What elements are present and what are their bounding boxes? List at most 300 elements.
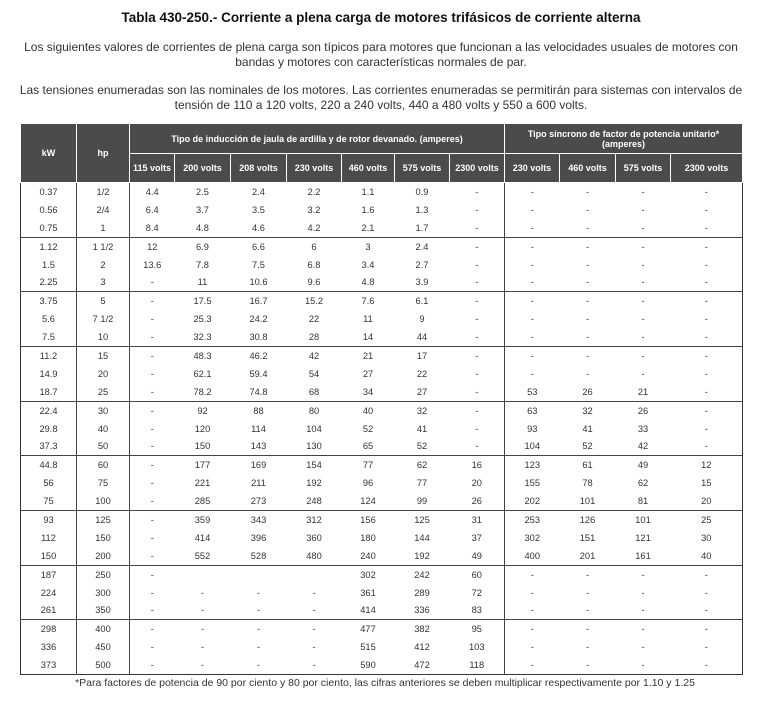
table-cell: - (130, 620, 175, 638)
header-induction-115v: 115 volts (130, 154, 175, 183)
table-cell: 154 (287, 456, 342, 474)
table-cell: 1.5 (42, 259, 55, 270)
table-cell: - (130, 273, 175, 291)
table-row (21, 565, 743, 583)
table-cell: 350 (77, 601, 130, 619)
table-cell: - (130, 656, 175, 674)
table-cell: 7 1/2 (77, 310, 130, 328)
header-sync-2300v: 2300 volts (671, 154, 743, 183)
table-cell: 221 (194, 478, 211, 489)
table-row (21, 401, 743, 419)
table-cell: 343 (231, 511, 287, 529)
table-cell: - (475, 259, 479, 270)
table-cell: 48.3 (175, 347, 231, 365)
table-cell: 52 (362, 423, 374, 434)
header-induction-460v: 460 volts (342, 154, 395, 183)
table-cell: 480 (306, 550, 322, 561)
table-cell: 60 (450, 565, 505, 583)
table-cell: 4.8 (361, 277, 375, 288)
table-cell: 15 (77, 347, 130, 365)
header-synchronous-group: Tipo síncrono de factor de potencia unitario* (amperes) (505, 124, 743, 154)
table-row (21, 347, 743, 365)
table-cell: 11.2 (21, 347, 77, 365)
table-cell: - (505, 328, 560, 346)
table-cell: - (200, 587, 205, 598)
table-cell: 412 (414, 642, 430, 653)
table-cell: 3.5 (252, 204, 265, 215)
header-sync-230v: 230 volts (505, 154, 560, 183)
table-cell: 2.4 (252, 186, 265, 197)
table-cell: 93 (505, 420, 560, 438)
table-cell: 3.2 (307, 204, 321, 215)
table-cell: 62 (637, 478, 649, 489)
table-cell: 104 (306, 423, 322, 434)
table-cell: - (704, 605, 708, 616)
table-cell: 169 (231, 456, 287, 474)
table-cell: 472 (414, 660, 430, 671)
table-cell: 32.3 (193, 332, 212, 343)
table-cell: 30.8 (249, 332, 268, 343)
table-cell: - (200, 660, 205, 671)
table-cell: - (704, 386, 708, 397)
table-cell: 96 (362, 478, 374, 489)
table-cell: 34 (362, 386, 374, 397)
table-cell (287, 565, 342, 583)
table-cell: - (130, 437, 175, 455)
table-cell: - (704, 587, 708, 598)
table-cell: 1.7 (415, 222, 429, 233)
table-cell: 30 (77, 401, 130, 419)
table-cell: 37 (471, 532, 482, 543)
table-cell: 1.6 (361, 204, 375, 215)
table-row (21, 656, 743, 674)
table-cell: - (505, 638, 560, 656)
table-cell: - (130, 310, 175, 328)
table-cell: 26 (582, 386, 593, 397)
table-cell: 16 (450, 456, 505, 474)
table-cell: - (585, 204, 590, 215)
table-cell: 400 (77, 620, 130, 638)
table-cell: - (450, 237, 505, 255)
table-cell: - (505, 620, 560, 638)
table-cell: 68 (308, 386, 320, 397)
table-row (21, 601, 743, 619)
table-row (21, 492, 743, 510)
table-cell: 6 (287, 237, 342, 255)
table-cell: - (560, 347, 616, 365)
table-cell: 25.3 (193, 314, 212, 325)
table-cell: - (130, 529, 175, 547)
table-cell: 590 (360, 660, 376, 671)
table-cell: 0.75 (39, 222, 58, 233)
table-cell: 29.8 (39, 423, 58, 434)
table-cell: 78 (582, 478, 593, 489)
table-cell: - (505, 237, 560, 255)
table-cell: 373 (40, 660, 57, 671)
table-cell: - (616, 347, 671, 365)
table-cell: 289 (414, 587, 430, 598)
table-cell: - (704, 642, 708, 653)
table-cell: 261 (40, 605, 57, 616)
table-cell: - (641, 204, 645, 215)
table-cell: - (130, 584, 175, 602)
table-cell: 126 (560, 511, 616, 529)
header-induction-575v: 575 volts (395, 154, 450, 183)
table-cell: 33 (637, 423, 649, 434)
table-cell: 118 (469, 660, 485, 671)
table-cell: - (671, 401, 743, 419)
table-cell: - (505, 365, 560, 383)
table-cell: - (130, 511, 175, 529)
table-cell: 2.7 (415, 259, 429, 270)
table-cell: 88 (231, 401, 287, 419)
table-cell: 3.4 (361, 259, 375, 270)
table-cell: 81 (637, 496, 649, 507)
table-cell: 95 (450, 620, 505, 638)
table-cell: 99 (416, 496, 428, 507)
table-cell: 125 (77, 511, 130, 529)
table-cell: 53 (505, 383, 560, 401)
table-cell: 1/2 (77, 183, 130, 201)
table-cell: 4.2 (307, 222, 321, 233)
table-cell: 414 (360, 605, 376, 616)
table-cell: - (585, 642, 590, 653)
table-cell: 62.1 (193, 368, 212, 379)
table-cell: 359 (175, 511, 231, 529)
table-cell: - (200, 605, 205, 616)
table-cell: - (505, 183, 560, 201)
table-cell: 450 (77, 638, 130, 656)
table-cell: 74.8 (249, 386, 268, 397)
table-cell: 78.2 (193, 386, 212, 397)
table-row (21, 328, 743, 346)
table-cell: 151 (579, 532, 596, 543)
table-cell: 10 (77, 328, 130, 346)
table-cell: 103 (468, 642, 485, 653)
table-cell: - (475, 332, 479, 343)
table-cell: 515 (360, 642, 376, 653)
table-cell: 4.4 (130, 183, 175, 201)
table-cell: 3 (77, 273, 130, 291)
table-cell: 3.9 (415, 277, 429, 288)
table-cell: 187 (21, 565, 77, 583)
table-row (21, 420, 743, 438)
motor-current-table (20, 123, 743, 675)
table-row (21, 256, 743, 274)
table-cell: 6.4 (130, 201, 175, 219)
table-cell: 150 (194, 441, 211, 452)
table-cell: 92 (175, 401, 231, 419)
table-cell: - (475, 204, 479, 215)
table-cell: - (475, 314, 479, 325)
intro-paragraph-voltages: Las tensiones enumeradas son las nominales de los motores. Las corrientes enumeradas se permitirán para sistemas con intervalos de tensión de 110 a 120 volts, 220 a 240 volts, 440 a 480 volts y 550 a 600 volts. (19, 83, 743, 112)
table-cell: - (475, 423, 479, 434)
table-cell: 2.4 (395, 237, 450, 255)
table-cell: 6.9 (175, 237, 231, 255)
table-cell: - (130, 638, 175, 656)
table-row (21, 474, 743, 492)
table-cell: 63 (505, 401, 560, 419)
table-cell: 44 (416, 332, 428, 343)
table-cell: - (475, 441, 479, 452)
table-cell: - (256, 660, 261, 671)
table-cell: 62 (395, 456, 450, 474)
table-cell (231, 565, 287, 583)
table-cell: - (505, 201, 560, 219)
table-cell: 2 (77, 256, 130, 274)
table-cell: - (585, 660, 590, 671)
table-cell: - (256, 642, 261, 653)
table-cell: 15.2 (287, 292, 342, 310)
table-cell: 211 (251, 478, 266, 489)
table-cell: - (641, 587, 645, 598)
table-cell: 10.6 (249, 277, 268, 288)
table-cell: 14.9 (39, 368, 58, 379)
table-cell: - (256, 587, 261, 598)
table-cell: - (130, 347, 175, 365)
table-cell: 2.1 (361, 222, 375, 233)
table-cell: - (585, 332, 590, 343)
table-cell: 2/4 (77, 201, 130, 219)
table-cell: 273 (250, 496, 267, 507)
table-cell: 26 (471, 496, 482, 507)
table-cell: 104 (505, 437, 560, 455)
table-cell: - (671, 347, 743, 365)
table-cell: 46.2 (231, 347, 287, 365)
table-cell: 22 (308, 314, 320, 325)
header-sync-460v: 460 volts (560, 154, 616, 183)
table-cell: - (585, 605, 590, 616)
table-cell: - (312, 642, 316, 653)
table-cell: 382 (395, 620, 450, 638)
table-cell: - (641, 642, 645, 653)
table-cell: 302 (342, 565, 395, 583)
table-cell: - (641, 222, 645, 233)
table-cell: - (585, 222, 590, 233)
table-cell: 100 (77, 492, 130, 510)
table-cell: 21 (637, 386, 649, 397)
table-cell: 124 (360, 496, 376, 507)
table-row (21, 511, 743, 529)
table-cell: 144 (414, 532, 430, 543)
table-cell: - (641, 605, 645, 616)
table-cell: 7.8 (196, 259, 209, 270)
table-cell: - (130, 420, 175, 438)
table-cell: 336 (40, 642, 57, 653)
table-cell: 1 (77, 219, 130, 237)
table-row (21, 383, 743, 401)
table-cell: 143 (250, 441, 267, 452)
table-cell: - (704, 332, 708, 343)
table-cell: 130 (306, 441, 322, 452)
table-cell: 5 (77, 292, 130, 310)
table-row (21, 273, 743, 291)
table-row (21, 292, 743, 310)
table-cell: - (505, 273, 560, 291)
table-cell: 285 (194, 496, 211, 507)
table-cell: - (475, 368, 479, 379)
table-cell: 298 (21, 620, 77, 638)
table-cell: - (616, 237, 671, 255)
table-cell: 27 (362, 368, 374, 379)
table-cell: - (704, 186, 708, 197)
table-cell: - (475, 222, 479, 233)
table-cell: 242 (395, 565, 450, 583)
table-cell: 155 (505, 474, 560, 492)
table-cell: 202 (505, 492, 560, 510)
table-cell: - (704, 423, 708, 434)
table-cell: 49 (616, 456, 671, 474)
table-cell: - (560, 620, 616, 638)
table-cell: 75 (77, 474, 130, 492)
table-cell: 77 (416, 478, 428, 489)
table-cell: - (505, 256, 560, 274)
table-cell: 150 (77, 529, 130, 547)
table-cell: 25 (77, 383, 130, 401)
table-cell: - (505, 584, 560, 602)
table-cell: 6.1 (395, 292, 450, 310)
table-cell: 27 (416, 386, 428, 397)
table-row (21, 456, 743, 474)
header-induction-2300v: 2300 volts (450, 154, 505, 183)
table-cell: 40 (701, 550, 712, 561)
table-cell: 44.8 (21, 456, 77, 474)
table-cell: 528 (250, 550, 267, 561)
table-cell: - (450, 347, 505, 365)
table-cell: 40 (342, 401, 395, 419)
table-cell: - (641, 186, 645, 197)
table-cell: - (585, 277, 590, 288)
table-body (21, 183, 743, 675)
table-row (21, 365, 743, 383)
table-cell: - (704, 222, 708, 233)
table-cell: 3.75 (21, 292, 77, 310)
table-cell: 3 (342, 237, 395, 255)
table-cell: - (130, 365, 175, 383)
table-cell: - (641, 660, 645, 671)
table-cell: 80 (287, 401, 342, 419)
header-induction-200v: 200 volts (175, 154, 231, 183)
table-cell: 11 (363, 314, 373, 325)
table-cell: 20 (77, 365, 130, 383)
table-cell: 477 (342, 620, 395, 638)
table-cell: 2.2 (307, 186, 321, 197)
table-cell: - (450, 292, 505, 310)
table-cell: 1.3 (415, 204, 429, 215)
table-cell: - (130, 492, 175, 510)
table-cell: - (585, 259, 590, 270)
table-cell: 14 (362, 332, 374, 343)
table-cell: 192 (414, 550, 430, 561)
table-cell: - (130, 474, 175, 492)
table-cell: 52 (582, 441, 593, 452)
table-row (21, 437, 743, 455)
table-cell: 6.6 (231, 237, 287, 255)
table-cell: - (505, 347, 560, 365)
table-cell: - (505, 601, 560, 619)
table-cell: 161 (635, 550, 651, 561)
table-cell: 41 (416, 423, 428, 434)
table-row (21, 620, 743, 638)
table-cell: 120 (194, 423, 211, 434)
table-cell: - (560, 292, 616, 310)
table-cell: 59.4 (249, 368, 268, 379)
table-title: Tabla 430-250.- Corriente a plena carga de motores trifásicos de corriente alterna (121, 10, 641, 25)
table-cell: 8.4 (130, 219, 175, 237)
table-cell: 37.3 (39, 441, 58, 452)
table-cell: - (256, 605, 261, 616)
table-cell: 150 (40, 550, 57, 561)
table-cell: 20 (701, 496, 712, 507)
table-cell: 0.9 (415, 186, 429, 197)
table-cell: 32 (395, 401, 450, 419)
table-cell: 60 (77, 456, 130, 474)
table-cell: - (671, 237, 743, 255)
table-cell: - (130, 456, 175, 474)
table-cell: 26 (616, 401, 671, 419)
table-cell (175, 565, 231, 583)
intro-paragraph-speeds: Los siguientes valores de corrientes de plena carga son típicos para motores que funcionan a las velocidades usuales de motores con bandas y motores con características normales de par. (24, 40, 738, 69)
table-cell: - (130, 328, 175, 346)
table-cell: - (130, 401, 175, 419)
table-cell: - (671, 292, 743, 310)
table-cell: 4.6 (252, 222, 265, 233)
table-cell: 0.37 (39, 186, 58, 197)
table-cell: 336 (414, 605, 430, 616)
header-sync-575v: 575 volts (616, 154, 671, 183)
table-row (21, 201, 743, 219)
table-cell: 22 (416, 368, 428, 379)
table-cell: 414 (194, 532, 211, 543)
table-cell: 24.2 (249, 314, 268, 325)
table-cell: - (704, 368, 708, 379)
table-cell: - (585, 314, 590, 325)
table-cell: - (704, 314, 708, 325)
table-cell: 312 (287, 511, 342, 529)
table-cell: - (505, 219, 560, 237)
table-cell: 65 (362, 441, 374, 452)
table-cell: 177 (175, 456, 231, 474)
table-cell: 75 (43, 496, 54, 507)
table-cell: - (585, 186, 590, 197)
table-cell: - (505, 656, 560, 674)
table-cell: 21 (342, 347, 395, 365)
table-row (21, 584, 743, 602)
table-cell: 224 (40, 587, 57, 598)
table-cell: 6.8 (307, 259, 321, 270)
table-cell: 17.5 (175, 292, 231, 310)
table-cell: - (616, 620, 671, 638)
table-cell: 83 (471, 605, 482, 616)
table-cell: 31 (450, 511, 505, 529)
table-cell: 72 (471, 587, 482, 598)
table-cell: - (641, 259, 645, 270)
table-cell: 77 (342, 456, 395, 474)
table-cell: 42 (287, 347, 342, 365)
table-cell: - (704, 204, 708, 215)
table-cell: 552 (194, 550, 211, 561)
header-induction-group: Tipo de inducción de jaula de ardilla y de rotor devanado. (amperes) (130, 124, 505, 154)
table-cell: 1 1/2 (77, 237, 130, 255)
table-cell: - (641, 332, 645, 343)
table-cell: 32 (560, 401, 616, 419)
table-cell: - (175, 620, 231, 638)
table-cell: - (585, 368, 590, 379)
table-cell: 112 (41, 532, 56, 543)
table-cell: 1.12 (21, 237, 77, 255)
table-cell: - (585, 587, 590, 598)
table-cell: 360 (306, 532, 322, 543)
